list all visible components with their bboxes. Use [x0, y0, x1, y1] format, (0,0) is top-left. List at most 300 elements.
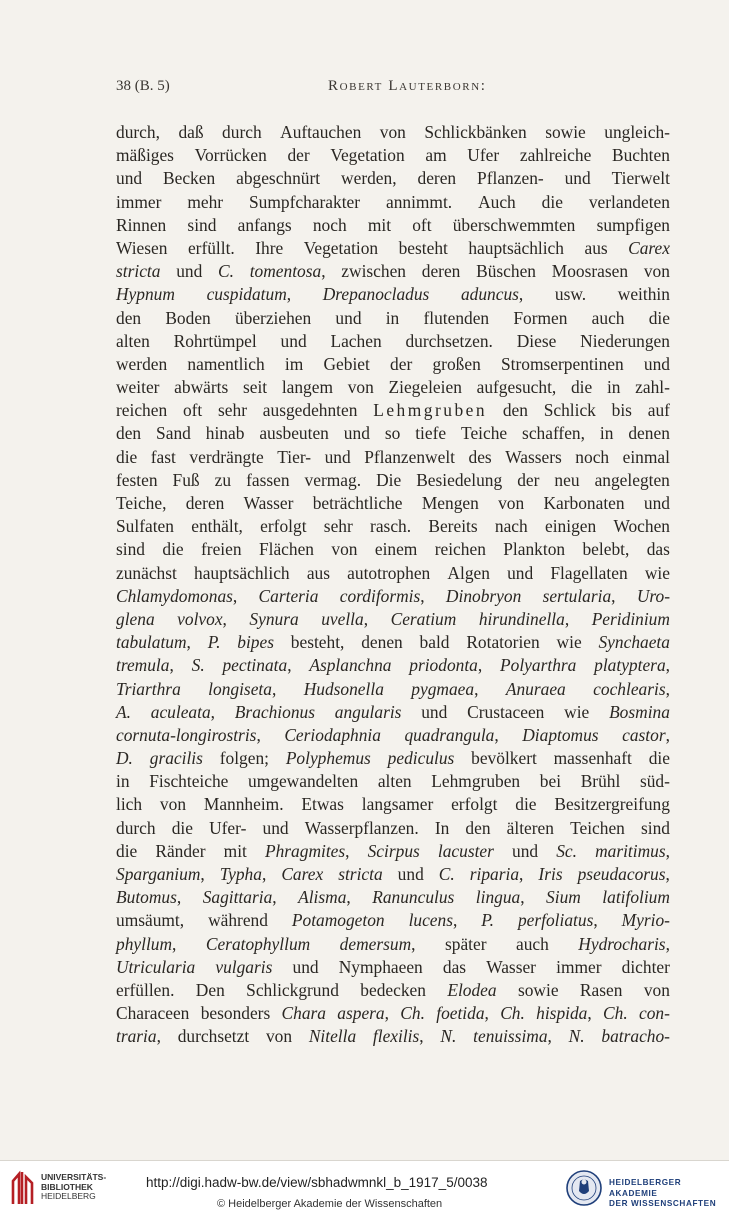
roman-text: ,	[384, 1003, 389, 1024]
roman-text: besteht	[398, 237, 448, 258]
text-line	[116, 214, 670, 237]
roman-text: und	[280, 330, 307, 351]
word	[189, 446, 263, 469]
roman-text: Etwas	[301, 794, 344, 815]
word	[612, 167, 670, 190]
roman-text: Ufer	[467, 145, 500, 166]
word	[386, 191, 452, 214]
word	[204, 793, 284, 816]
running-title: Robert Lauterborn:	[328, 78, 487, 94]
text-line	[116, 399, 670, 422]
word	[607, 376, 621, 399]
word	[389, 376, 462, 399]
italic-text: lingua	[475, 887, 521, 908]
roman-text: deren	[185, 493, 225, 513]
word	[648, 399, 670, 422]
word	[378, 770, 412, 793]
word	[313, 492, 403, 515]
italic-text: tabulatum	[116, 632, 187, 653]
italic-text: flexilis	[372, 1026, 420, 1047]
word	[116, 330, 150, 353]
word	[466, 631, 539, 654]
roman-text: ,	[411, 933, 416, 954]
roman-text: Plankton	[503, 539, 566, 560]
roman-text: rasch.	[370, 516, 412, 537]
word	[344, 422, 370, 445]
roman-text: abwärts	[174, 377, 229, 398]
roman-text: des	[468, 446, 492, 467]
roman-text: denen	[361, 632, 403, 653]
roman-text: Wochen	[613, 516, 670, 537]
word	[162, 538, 183, 561]
italic-text: Dinobryon	[445, 585, 522, 606]
word	[301, 793, 344, 816]
roman-text: flutenden	[423, 307, 490, 328]
permalink-url[interactable]: http://digi.hadw-bw.de/view/sbhadwmnkl_b_1917_5/0038	[146, 1175, 488, 1190]
roman-text: der	[517, 469, 540, 490]
university-library-logo-icon[interactable]	[10, 1169, 36, 1207]
roman-text: ,	[564, 608, 570, 629]
roman-text: und	[343, 423, 370, 444]
word	[176, 260, 202, 283]
text-line	[116, 840, 670, 863]
word	[347, 562, 430, 585]
italic-text: A.	[116, 701, 131, 722]
word	[361, 631, 403, 654]
roman-text: nach	[494, 516, 528, 537]
university-library-name[interactable]	[41, 1173, 106, 1202]
roman-text: und	[564, 168, 591, 189]
italic-text: uvella	[321, 608, 364, 629]
roman-text: Gebiet	[323, 353, 370, 374]
word	[477, 167, 544, 190]
roman-text: ,	[665, 864, 670, 884]
roman-text: wie	[644, 562, 670, 583]
word	[644, 260, 670, 283]
word	[116, 515, 174, 538]
roman-text: ,	[419, 1026, 424, 1047]
roman-text: ,	[169, 655, 174, 676]
word	[265, 840, 350, 863]
roman-text: Wasser	[243, 493, 294, 513]
word	[595, 469, 670, 492]
roman-text: ,	[665, 933, 670, 954]
word	[203, 886, 277, 909]
ub-line-1: UNIVERSITÄTS-	[41, 1172, 107, 1182]
word	[116, 631, 191, 654]
roman-text: reichen	[116, 400, 168, 421]
ub-line-3: HEIDELBERG	[41, 1191, 96, 1201]
roman-text: süd-	[639, 771, 670, 792]
italic-text: castor	[622, 724, 666, 745]
roman-text: ,	[210, 701, 216, 722]
word	[281, 863, 323, 886]
roman-text: und	[262, 817, 289, 838]
roman-text: autotrophen	[347, 562, 431, 583]
word	[116, 585, 237, 608]
roman-text: namentlich	[187, 353, 265, 374]
word	[116, 654, 174, 677]
word	[209, 817, 246, 840]
text-line	[116, 956, 670, 979]
italic-text: pectinata	[222, 655, 288, 676]
italic-text: quadrangula	[404, 724, 495, 745]
roman-text: Ufer-	[209, 817, 247, 838]
word	[116, 1002, 189, 1025]
word	[628, 237, 670, 260]
word	[313, 214, 347, 237]
italic-text: aculeata	[150, 701, 211, 722]
roman-text: am	[425, 145, 447, 166]
roman-text: angelegten	[594, 469, 670, 490]
word	[370, 515, 411, 538]
italic-text: tenuissima	[473, 1026, 548, 1047]
word	[645, 562, 670, 585]
roman-text: ,	[271, 678, 277, 699]
roman-text: immer	[556, 956, 602, 977]
word	[331, 538, 357, 561]
italic-text: Typha	[219, 864, 262, 884]
italic-text: vulgaris	[215, 956, 273, 977]
word	[364, 446, 455, 469]
word	[623, 446, 670, 469]
word	[515, 793, 536, 816]
roman-text: den	[502, 400, 528, 421]
word	[386, 307, 400, 330]
word	[201, 1002, 271, 1025]
word	[249, 191, 360, 214]
word	[639, 1002, 670, 1025]
roman-text: werden	[116, 353, 168, 374]
word	[116, 422, 141, 445]
word	[376, 469, 401, 492]
word	[411, 678, 478, 701]
italic-text: Polyphemus	[285, 748, 371, 769]
text-line	[116, 144, 670, 167]
academy-seal-icon[interactable]	[565, 1169, 603, 1207]
roman-text: belebt,	[582, 539, 630, 560]
italic-text: Potamogeton	[291, 910, 385, 931]
word	[243, 376, 267, 399]
word	[564, 701, 589, 724]
word	[187, 353, 264, 376]
roman-text: fast	[150, 446, 176, 467]
word	[116, 283, 175, 306]
italic-text: Synchaeta	[598, 632, 670, 653]
italic-text: cornuta-longirostris	[116, 724, 257, 745]
word	[339, 956, 423, 979]
roman-text: ,	[363, 608, 369, 629]
roman-text: während	[208, 910, 268, 931]
roman-text: alten	[116, 330, 150, 351]
word	[192, 654, 205, 677]
word	[479, 608, 569, 631]
text-line	[116, 701, 670, 724]
word	[187, 191, 223, 214]
roman-text: Vegetation	[330, 145, 405, 166]
word	[222, 121, 262, 144]
italic-text: tomentosa	[249, 261, 322, 282]
word	[116, 191, 161, 214]
word	[476, 260, 536, 283]
roman-text: und	[421, 701, 448, 722]
word	[503, 399, 528, 422]
roman-text: die	[541, 191, 563, 212]
roman-text: abgeschnürt	[236, 168, 321, 189]
italic-text: Chara	[281, 1003, 326, 1024]
roman-text: ,	[256, 724, 261, 745]
roman-text: immer	[116, 191, 162, 212]
roman-text: langsamer	[361, 794, 434, 815]
roman-text: In	[434, 817, 450, 838]
word	[323, 283, 430, 306]
roman-text: einmal	[622, 446, 670, 467]
word	[218, 260, 234, 283]
word	[550, 562, 627, 585]
italic-text: aspera	[337, 1003, 385, 1024]
text-line	[116, 863, 670, 886]
word	[280, 121, 361, 144]
italic-text: batracho-	[601, 1026, 670, 1047]
roman-text: und	[292, 956, 319, 977]
roman-text: überziehen	[234, 307, 312, 328]
word	[151, 701, 215, 724]
roman-text: lich	[116, 794, 143, 815]
word	[341, 167, 397, 190]
word	[263, 399, 358, 422]
roman-text: ,	[200, 864, 205, 884]
academy-name[interactable]	[609, 1178, 729, 1210]
word	[498, 492, 524, 515]
word	[470, 863, 524, 886]
word	[505, 446, 562, 469]
roman-text: die	[162, 539, 184, 560]
italic-text: Drepanocladus	[322, 284, 430, 305]
roman-text: großen	[432, 353, 481, 374]
word	[575, 446, 609, 469]
roman-text: erfolgt	[451, 794, 498, 815]
roman-text: bevölkert	[471, 748, 537, 769]
word	[545, 121, 586, 144]
roman-text: Crustaceen	[467, 701, 545, 722]
word	[602, 886, 670, 909]
roman-text: Teichen	[570, 817, 625, 838]
word	[554, 747, 632, 770]
word	[603, 1002, 628, 1025]
word	[116, 840, 137, 863]
italic-text: stricta	[116, 261, 161, 282]
word	[412, 214, 431, 237]
roman-text: ,	[587, 1003, 592, 1024]
word	[423, 307, 489, 330]
word	[398, 863, 424, 886]
roman-text: freien	[201, 539, 242, 560]
word	[201, 538, 242, 561]
roman-text: enthält,	[191, 516, 243, 537]
word	[206, 933, 310, 956]
italic-text: Polyarthra	[500, 655, 577, 676]
text-line	[116, 283, 670, 306]
roman-text: sehr	[218, 400, 248, 421]
spaced-text: Lehmgruben	[373, 400, 488, 421]
roman-text: ,	[474, 678, 479, 699]
roman-text: auch	[515, 933, 549, 954]
word	[259, 585, 319, 608]
roman-text: hinab	[205, 423, 245, 444]
roman-text: erfüllt.	[187, 237, 235, 258]
roman-text: seit	[242, 377, 268, 398]
roman-text: ,	[593, 910, 598, 931]
roman-text: das	[442, 956, 467, 977]
text-line	[116, 1002, 670, 1025]
roman-text: ,	[222, 608, 227, 629]
italic-text: Ceratophyllum	[205, 933, 311, 954]
text-line	[116, 167, 670, 190]
word	[469, 446, 492, 469]
word	[520, 144, 591, 167]
roman-text: ,	[665, 840, 670, 861]
word	[580, 979, 623, 1002]
roman-text: ,	[611, 585, 616, 606]
italic-text: hirundinella	[478, 608, 565, 629]
roman-text: Lehmgruben	[431, 771, 521, 792]
roman-text: Auftauchen	[280, 122, 362, 142]
roman-text: Rasen	[579, 979, 623, 1000]
roman-text: hauptsächlich	[468, 237, 564, 258]
roman-text: ,	[453, 910, 458, 931]
roman-text: ,	[261, 864, 267, 884]
roman-text: mäßiges	[116, 145, 174, 166]
italic-text: Elodea	[447, 979, 497, 1000]
roman-text: hauptsächlich	[194, 562, 290, 583]
roman-text: sowie	[545, 122, 586, 142]
word	[160, 793, 186, 816]
word	[644, 979, 670, 1002]
roman-text: von	[331, 539, 358, 560]
roman-text: Formen	[513, 307, 568, 328]
word	[309, 1025, 356, 1048]
roman-text: Schlickgrund	[246, 979, 339, 1000]
word	[461, 422, 507, 445]
italic-text: Ch.	[400, 1003, 425, 1024]
italic-text: Alisma	[298, 887, 347, 908]
word	[340, 933, 416, 956]
word	[116, 793, 142, 816]
italic-text: priodonta	[409, 655, 478, 676]
roman-text: fassen	[246, 469, 290, 490]
word	[557, 631, 582, 654]
word	[186, 492, 225, 515]
word	[325, 446, 351, 469]
word	[116, 307, 141, 330]
word	[467, 144, 499, 167]
word	[500, 1002, 525, 1025]
roman-text: im	[284, 353, 304, 374]
roman-text: und	[643, 353, 670, 374]
word	[116, 817, 156, 840]
word	[517, 330, 557, 353]
roman-text: dichter	[621, 956, 670, 977]
word	[440, 1025, 456, 1048]
word	[447, 979, 496, 1002]
roman-text: sowie	[517, 979, 559, 1000]
roman-text: Characeen	[116, 1003, 190, 1024]
word	[368, 840, 420, 863]
roman-text: Niederungen	[580, 330, 670, 351]
roman-text: Karbonaten	[543, 493, 625, 513]
italic-text: foetida	[436, 1003, 485, 1024]
roman-text: so	[384, 423, 401, 444]
roman-text: einem	[374, 539, 418, 560]
ub-line-2: BIBLIOTHEK	[41, 1181, 93, 1192]
word	[507, 562, 533, 585]
roman-text: Rohrtümpel	[173, 330, 257, 351]
text-line	[116, 469, 670, 492]
roman-text: massenhaft	[553, 748, 632, 769]
word	[116, 562, 177, 585]
italic-text: Peridinium	[591, 608, 670, 629]
roman-text: verdrängte	[189, 446, 264, 467]
word	[518, 909, 598, 932]
word	[291, 631, 345, 654]
italic-text: Hydrocharis	[578, 933, 666, 954]
roman-text: in	[385, 307, 400, 328]
text-line	[116, 909, 670, 932]
italic-text: Carex	[281, 864, 324, 884]
word	[445, 933, 487, 956]
roman-text: Wiesen	[116, 237, 168, 258]
word	[447, 562, 490, 585]
roman-text: wie	[556, 632, 582, 653]
word	[304, 237, 378, 260]
word	[116, 701, 131, 724]
roman-text: die	[515, 794, 537, 815]
italic-text: P.	[207, 632, 221, 653]
word	[116, 492, 166, 515]
word	[116, 770, 130, 793]
word	[116, 121, 160, 144]
italic-text: pediculus	[387, 748, 455, 769]
word	[446, 585, 521, 608]
word	[208, 909, 268, 932]
roman-text: daß	[178, 122, 204, 142]
italic-text: Diaptomus	[522, 724, 599, 745]
roman-text: und	[176, 261, 203, 282]
word	[375, 538, 418, 561]
roman-text: ,	[232, 585, 238, 606]
italic-text: Ceratium	[390, 608, 457, 629]
word	[156, 422, 191, 445]
roman-text: ,	[420, 585, 425, 606]
roman-text: von	[643, 979, 670, 1000]
word	[266, 1025, 292, 1048]
roman-text: in	[116, 771, 130, 792]
word	[594, 654, 670, 677]
roman-text: ,	[494, 724, 499, 745]
word	[246, 469, 289, 492]
roman-text: bei	[539, 771, 562, 792]
italic-text: Anuraea	[505, 678, 566, 699]
word	[467, 701, 544, 724]
word	[188, 237, 235, 260]
word	[418, 167, 457, 190]
roman-text: besonders	[200, 1003, 271, 1024]
word	[622, 909, 670, 932]
roman-text: ,	[286, 284, 292, 305]
word	[443, 956, 466, 979]
italic-text: hispida	[536, 1003, 588, 1024]
italic-text: con-	[638, 1003, 670, 1024]
